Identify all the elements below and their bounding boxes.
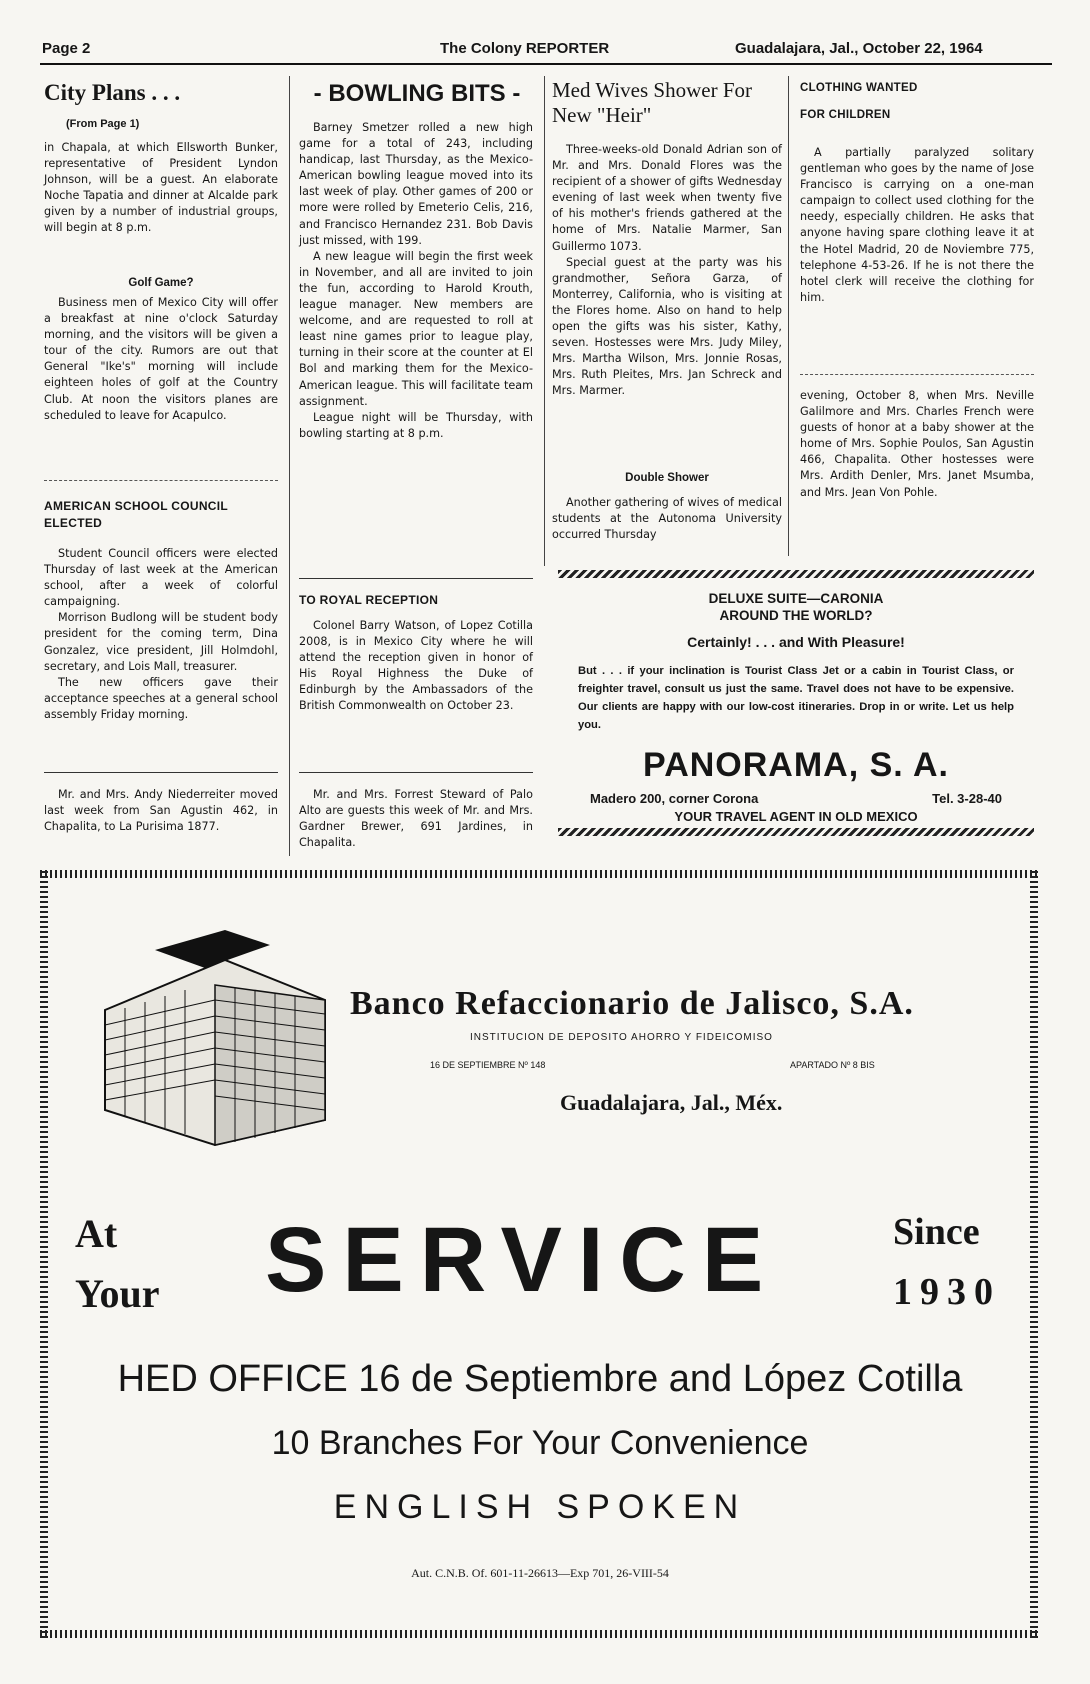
subhead-double-shower: Double Shower: [625, 472, 709, 484]
article-med-wives: [552, 142, 782, 400]
bank-subtitle: INSTITUCION DE DEPOSITO AHORRO Y FIDEICOMISO: [470, 1032, 773, 1043]
divider: [44, 480, 278, 481]
paragraph: Mr. and Mrs. Andy Niederreiter moved last week from San Agustin 462, in Chapalita, to La Purisima 1877.: [44, 788, 278, 834]
bank-po-box: APARTADO Nº 8 BIS: [790, 1060, 875, 1070]
paragraph: Colonel Barry Watson, of Lopez Cotilla 2008, is in Mexico City where he will attend the reception given in honor of His Royal Highness the Duke of Edinburgh by the Ambassadors of the British Commonwealth on October 23.: [299, 619, 533, 713]
headline-med-wives: Med Wives Shower For New "Heir": [552, 78, 753, 127]
headline-bowling: - BOWLING BITS -: [313, 80, 521, 107]
english-spoken-line: ENGLISH SPOKEN: [333, 1488, 747, 1526]
article-shower-cont: [800, 388, 1034, 501]
divider: [800, 374, 1034, 375]
ad-tagline: YOUR TRAVEL AGENT IN OLD MEXICO: [674, 809, 918, 824]
slogan-your: Your: [75, 1271, 160, 1316]
bank-name: Banco Refaccionario de Jalisco, S.A.: [350, 985, 914, 1022]
paragraph: Mr. and Mrs. Forrest Steward of Palo Alto are guests this week of Mr. and Mrs. Gardner Brewer, 691 Jardines, in Chapalita.: [299, 788, 533, 850]
article-bowling: [299, 120, 533, 442]
rope-border-top: [40, 870, 1038, 878]
divider: [299, 772, 533, 773]
slogan-service: SERVICE: [265, 1209, 780, 1311]
article-royal: [299, 618, 533, 715]
panorama-ad: [558, 570, 1034, 857]
paragraph: Special guest at the party was his grandmother, Señora Garza, of Monterrey, California, who is visiting at the Flores home. Also on hand to help open the gifts was his sister, Kathy, seven. Hostesses were Mrs. Judy Miley, Mrs. Martha Wilson, Mrs. Jonnie Rosas, Mrs. Ruth Pleites, Mrs. Jan Schreck and Mrs. Marmer.: [552, 255, 782, 398]
paper-name: The Colony REPORTER: [440, 40, 610, 57]
ad-line-3: Certainly! . . . and With Pleasure!: [687, 634, 905, 650]
paragraph: League night will be Thursday, with bowling starting at 8 p.m.: [299, 410, 533, 440]
slogan-since: Since: [893, 1211, 980, 1253]
ad-line-1: DELUXE SUITE—CARONIA: [708, 591, 884, 606]
divider: [299, 578, 533, 579]
article-school: [44, 546, 278, 723]
bank-building-illustration: [95, 930, 335, 1150]
article-niederreiter: [44, 787, 278, 835]
ad-company-name: PANORAMA, S. A.: [643, 746, 949, 784]
headline-clothing-2: FOR CHILDREN: [800, 109, 891, 121]
article-city-plans: [44, 140, 278, 237]
ad-border-bottom: [558, 828, 1034, 836]
ad-telephone: Tel. 3-28-40: [932, 791, 1002, 806]
ad-body: But . . . if your inclination is Tourist Class Jet or a cabin in Tourist Class, or freighter travel, consult us just the same. Travel does not have to be expensive. Our clients are happy with our low-cost itineraries. Drop in or write. Let us help you.: [578, 665, 1014, 731]
bank-city: Guadalajara, Jal., Méx.: [560, 1090, 783, 1115]
ad-address-row: [590, 791, 1002, 809]
jump-line: (From Page 1): [66, 118, 140, 130]
dateline: Guadalajara, Jal., October 22, 1964: [735, 40, 983, 57]
authorization-line: Aut. C.N.B. Of. 601-11-26613—Exp 701, 26-VIII-54: [411, 1566, 669, 1580]
divider: [44, 772, 278, 773]
bank-address: 16 DE SEPTIEMBRE Nº 148: [430, 1060, 546, 1070]
page-number: Page 2: [42, 40, 91, 57]
subhead-golf: Golf Game?: [128, 277, 194, 289]
head-office-line: HED OFFICE 16 de Septiembre and López Cotilla: [117, 1358, 963, 1400]
paragraph: Three-weeks-old Donald Adrian son of Mr. and Mrs. Donald Flores was the recipient of a shower of gifts Wednesday evening of last week when twenty five of his mother's friends gathered at the home of Mrs. Natalie Marmer, San Guillermo 1073.: [552, 143, 782, 253]
ad-border-top: [558, 570, 1034, 578]
headline-city-plans: City Plans . . .: [44, 80, 181, 105]
column-rule: [788, 76, 789, 556]
article-double-shower: [552, 495, 782, 543]
masthead-rule: [40, 63, 1052, 65]
paragraph: evening, October 8, when Mrs. Neville Galilmore and Mrs. Charles French were guests of honor at a baby shower at the home of Mrs. Sophie Poulos, San Agustin 466, Chapalita. Other hostesses were Mrs. Ardith Denler, Mrs. Janet Msumba, and Mrs. Jean Von Pohle.: [800, 389, 1034, 499]
paragraph: in Chapala, at which Ellsworth Bunker, representative of President Lyndon Johnson, will be a guest. An elaborate Noche Tapatia and dinner at Alcalde park given by a number of industrial groups, will begin at 8 p.m.: [44, 141, 278, 235]
paragraph: A new league will begin the first week in November, and all are invited to join the fun, according to Harold Krouth, league manager. New members are welcome, and are requested to roll at least nine games prior to league play, turning in their score at the counter at El Bol and marking them for the Mexico-American league. This will facilitate team assignment.: [299, 249, 533, 408]
paragraph: Another gathering of wives of medical students at the Autonoma University occurred Thursday: [552, 496, 782, 542]
article-clothing: [800, 145, 1034, 306]
paragraph: The new officers gave their acceptance speeches at a general school assembly Friday morning.: [44, 675, 278, 721]
column-rule: [289, 76, 290, 856]
headline-school: AMERICAN SCHOOL COUNCIL ELECTED: [44, 499, 228, 530]
rope-border-bottom: [40, 1630, 1038, 1638]
paragraph: A partially paralyzed solitary gentleman who goes by the name of Jose Francisco is carrying on a one-man campaign to collect used clothing for the needy, especially children. He asks that anyone having spare clothing leave it at the Hotel Madrid, 20 de Noviembre 775, telephone 4-53-26. If he is not there the hotel clerk will receive the clothing for him.: [800, 146, 1034, 304]
paragraph: Business men of Mexico City will offer a breakfast at nine o'clock Saturday morning, and the visitors will be given a tour of the city. Rumors are out that General "Ike's" morning will include eighteen holes of golf at the Country Club. At noon the visitors planes are scheduled to leave for Acapulco.: [44, 296, 278, 422]
branches-line: 10 Branches For Your Convenience: [271, 1424, 809, 1462]
article-golf: [44, 295, 278, 424]
slogan-year: 1930: [893, 1271, 1001, 1313]
ad-address: Madero 200, corner Corona: [590, 791, 759, 806]
paragraph: Student Council officers were elected Thursday of last week at the American school, after a week of colorful campaigning.: [44, 547, 278, 609]
ad-line-2: AROUND THE WORLD?: [719, 608, 873, 623]
column-rule: [544, 76, 545, 566]
headline-clothing-1: CLOTHING WANTED: [800, 82, 918, 94]
paragraph: Barney Smetzer rolled a new high game for a total of 243, including handicap, last Thursday, as the Mexico-American bowling league moved into its last week of play. Other games of 200 or more were rolled by Emeterio Celis, 216, and Francisco Hernandez 231. Bob Davis just missed, with 199.: [299, 121, 533, 247]
paragraph: Morrison Budlong will be student body president for the coming term, Dina Gonzalez, vice president, Jill Holmdohl, secretary, and Lois Mall, treasurer.: [44, 611, 278, 673]
article-steward: [299, 787, 533, 851]
slogan-at: At: [75, 1211, 118, 1256]
headline-royal: TO ROYAL RECEPTION: [299, 593, 439, 607]
